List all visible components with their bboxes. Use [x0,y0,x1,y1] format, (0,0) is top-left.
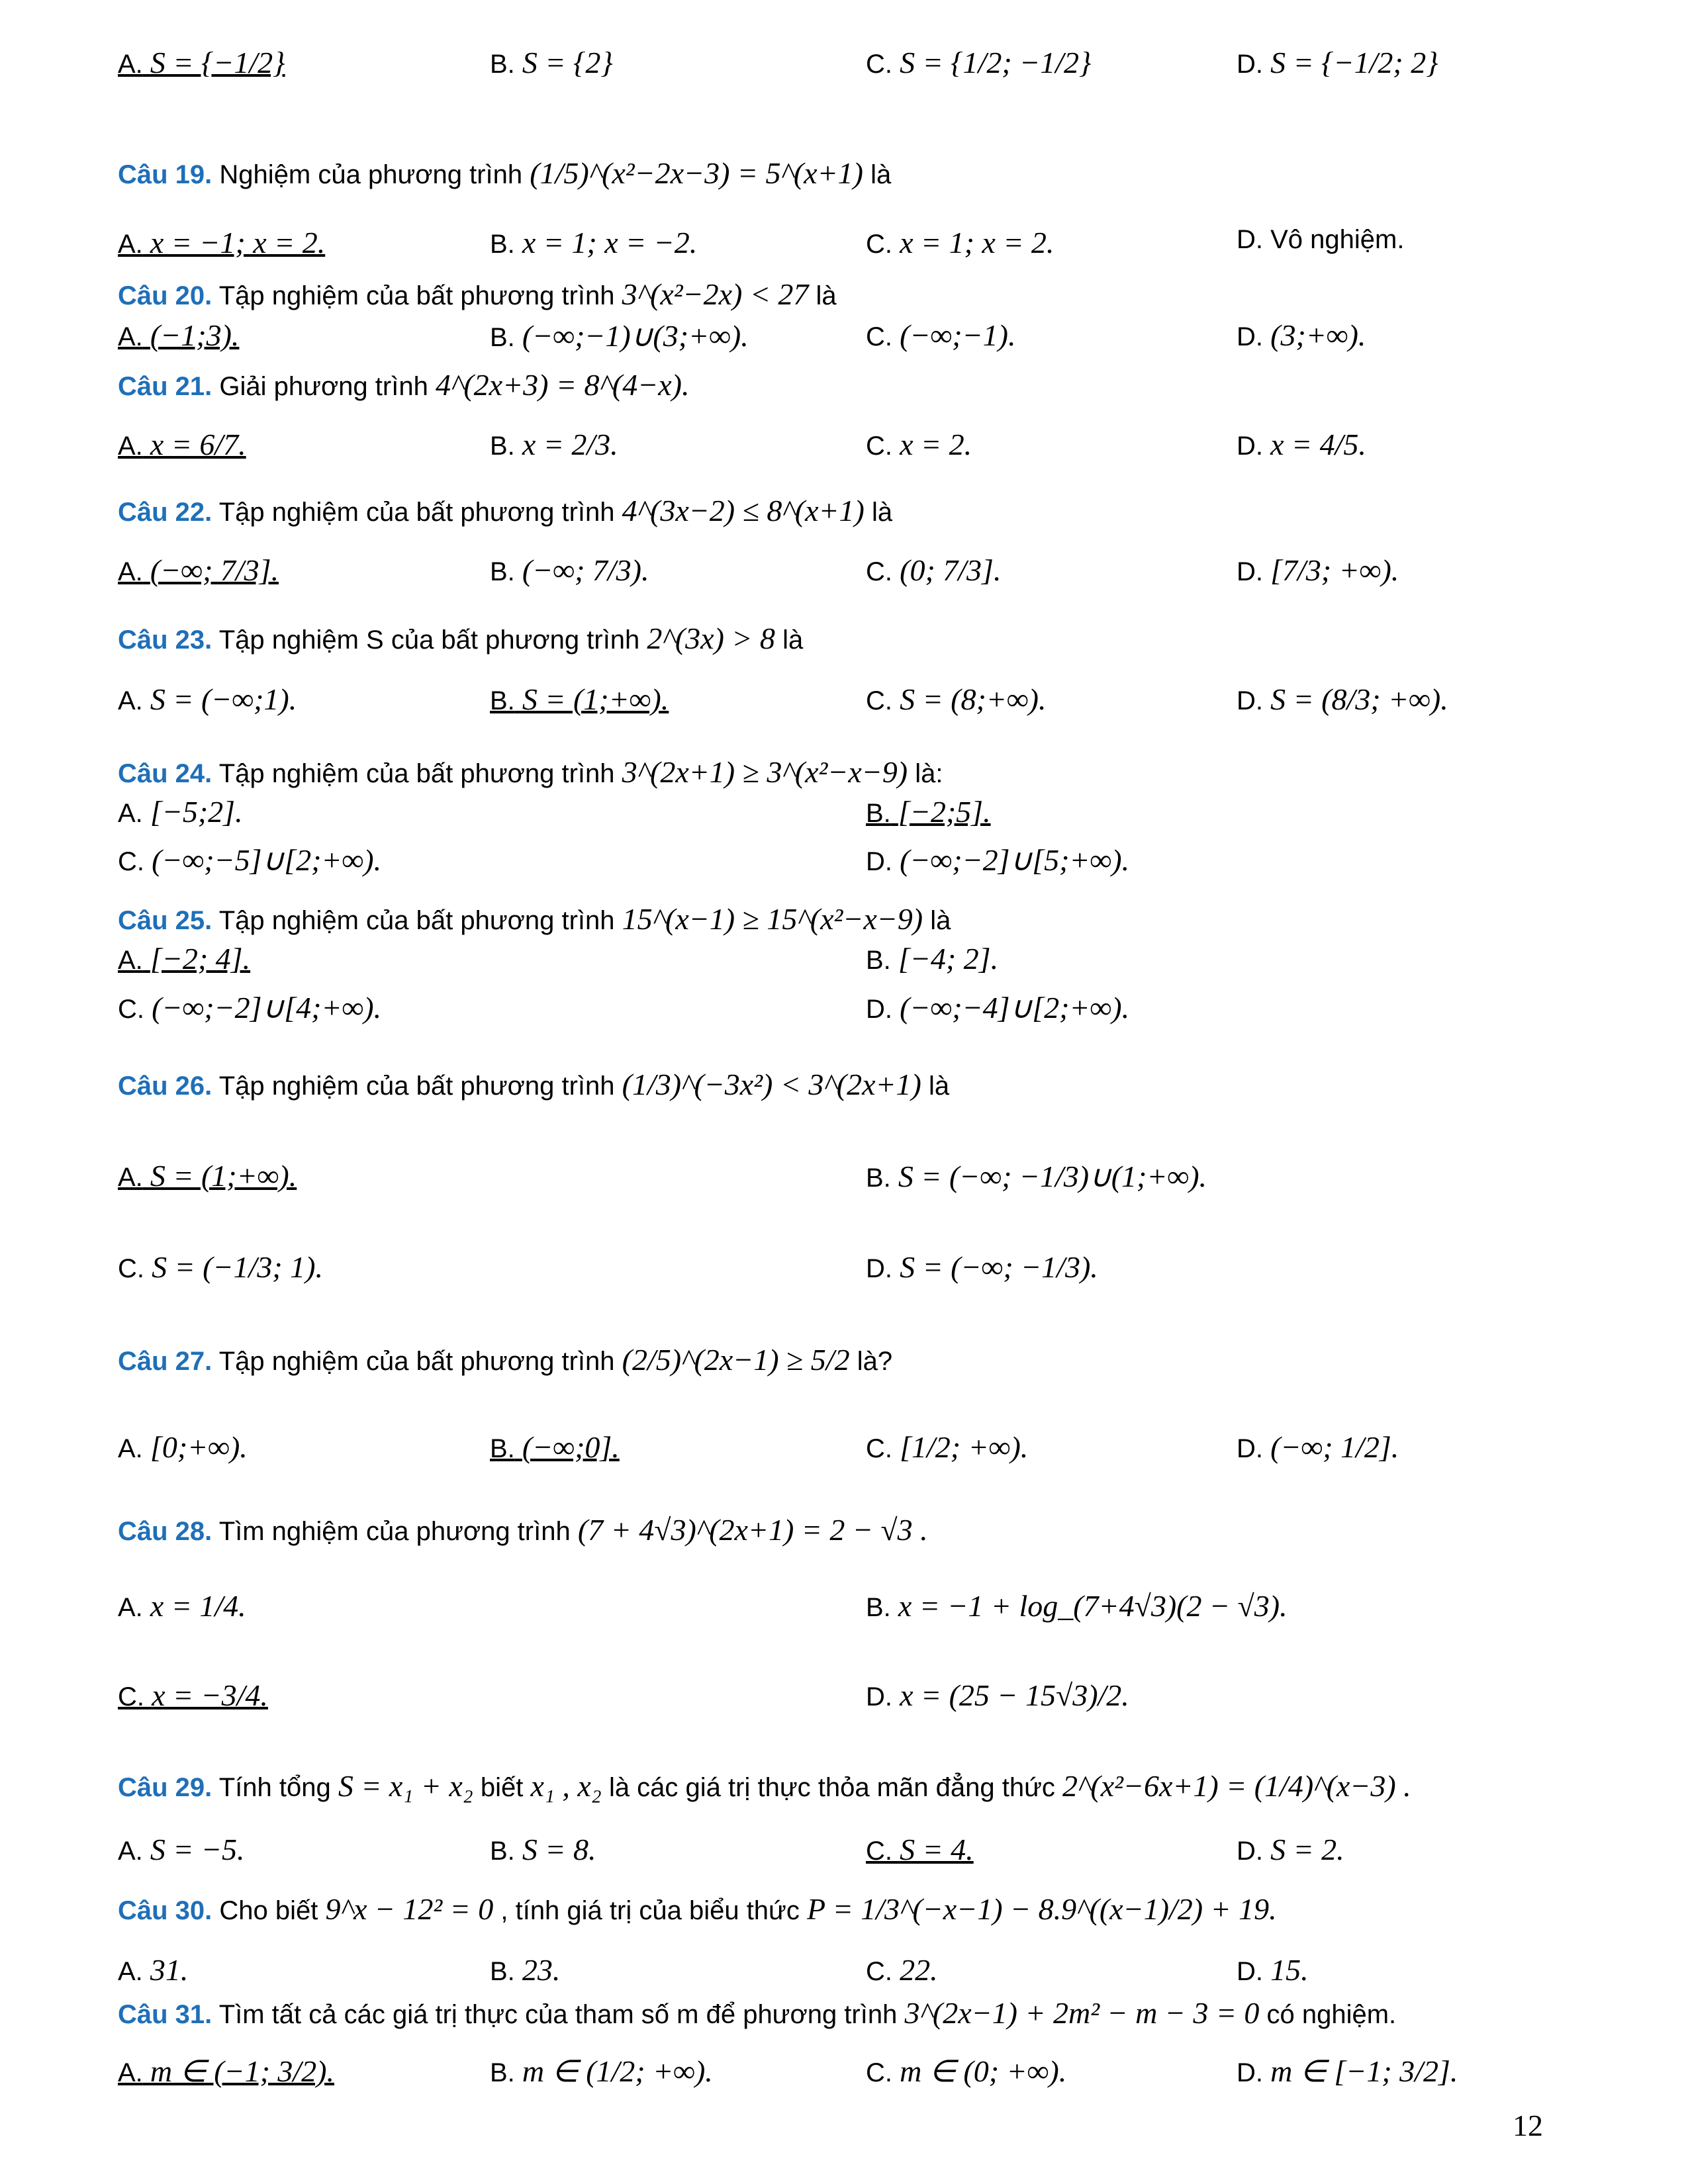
q25-option-b: B. [−4; 2]. [866,942,999,976]
q19-option-b: B. x = 1; x = −2. [490,226,698,259]
q28-option-a: A. x = 1/4. [118,1589,246,1623]
q30-option-d: D. 15. [1237,1953,1309,1987]
q18-option-d: D. S = {−1/2; 2} [1237,46,1438,79]
q30-option-a: A. 31. [118,1953,189,1987]
q24-option-b: B. [−2;5]. [866,795,991,829]
q28-option-d: D. x = (25 − 15√3)/2. [866,1678,1129,1712]
q22-option-d: D. [7/3; +∞). [1237,553,1399,587]
q25-option-d: D. (−∞;−4]∪[2;+∞). [866,991,1130,1024]
q27-option-b: B. (−∞;0]. [490,1430,620,1464]
q26-option-c: C. S = (−1/3; 1). [118,1250,323,1284]
q28-question: Câu 28. Tìm nghiệm của phương trình (7 + 4√3)^(2x+1) = 2 − √3 . [118,1513,928,1547]
q22-option-b: B. (−∞; 7/3). [490,553,649,587]
q23-question: Câu 23. Tập nghiệm S của bất phương trình 2^(3x) > 8 là [118,621,804,655]
q20-option-b: B. (−∞;−1)∪(3;+∞). [490,319,749,353]
q19-option-a: A. x = −1; x = 2. [118,226,326,259]
q26-option-d: D. S = (−∞; −1/3). [866,1250,1098,1284]
q20-option-a: A. (−1;3). [118,318,240,352]
q24-option-a: A. [−5;2]. [118,795,243,829]
q19-expression: (1/5)^(x²−2x−3) = 5^(x+1) [530,156,863,190]
q19-question: Câu 19. Nghiệm của phương trình (1/5)^(x²−2x−3) = 5^(x+1) là [118,156,892,190]
q26-option-b: B. S = (−∞; −1/3)∪(1;+∞). [866,1160,1207,1193]
q31-option-d: D. m ∈ [−1; 3/2]. [1237,2054,1458,2088]
page-number: 12 [1513,2109,1543,2142]
q29-option-b: B. S = 8. [490,1833,596,1866]
q21-option-b: B. x = 2/3. [490,428,618,461]
q21-question: Câu 21. Giải phương trình 4^(2x+3) = 8^(4−x). [118,368,690,402]
q23-option-b: B. S = (1;+∞). [490,682,669,716]
q22-option-a: A. (−∞; 7/3]. [118,553,279,587]
q28-option-b: B. x = −1 + log_(7+4√3)(2 − √3). [866,1589,1288,1623]
q27-question: Câu 27. Tập nghiệm của bất phương trình (2/5)^(2x−1) ≥ 5/2 là? [118,1343,893,1377]
q31-option-b: B. m ∈ (1/2; +∞). [490,2054,713,2088]
q23-option-d: D. S = (8/3; +∞). [1237,682,1448,716]
q25-option-a: A. [−2; 4]. [118,942,251,976]
q27-option-a: A. [0;+∞). [118,1430,248,1464]
q20-option-d: D. (3;+∞). [1237,318,1366,352]
q25-option-c: C. (−∞;−2]∪[4;+∞). [118,991,382,1024]
q18-option-c: C. S = {1/2; −1/2} [866,46,1092,79]
q29-option-d: D. S = 2. [1237,1833,1344,1866]
q22-question: Câu 22. Tập nghiệm của bất phương trình 4^(3x−2) ≤ 8^(x+1) là [118,494,893,527]
q20-option-c: C. (−∞;−1). [866,318,1016,352]
q24-option-d: D. (−∞;−2]∪[5;+∞). [866,843,1130,877]
q21-option-a: A. x = 6/7. [118,428,246,461]
q21-option-c: C. x = 2. [866,428,972,461]
q19-option-d: D. Vô nghiệm. [1237,225,1405,254]
q26-option-a: A. S = (1;+∞). [118,1159,297,1193]
q18-option-b: B. S = {2} [490,46,613,79]
q24-question: Câu 24. Tập nghiệm của bất phương trình 3^(2x+1) ≥ 3^(x²−x−9) là: [118,755,943,789]
q30-option-b: B. 23. [490,1953,561,1987]
q29-question: Câu 29. Tính tổng S = x₁ + x₂ biết x₁ , x₂ là các giá trị thực thỏa mãn đẳng thức 2^(x²−6x+1) = (1/4)^(x−3) . [118,1769,1411,1803]
q26-question: Câu 26. Tập nghiệm của bất phương trình (1/3)^(−3x²) < 3^(2x+1) là [118,1068,950,1101]
q19-option-c: C. x = 1; x = 2. [866,226,1055,259]
q31-question: Câu 31. Tìm tất cả các giá trị thực của tham số m để phương trình 3^(2x−1) + 2m² − m − 3 = 0 có nghiệm. [118,1996,1397,2030]
q18-option-a: A. S = {−1/2} [118,46,285,79]
q23-option-a: A. S = (−∞;1). [118,682,297,716]
q27-option-c: C. [1/2; +∞). [866,1430,1029,1464]
q29-option-c: C. S = 4. [866,1833,974,1866]
q18-option-a-math: S = {−1/2} [150,46,285,79]
q30-option-c: C. 22. [866,1953,938,1987]
q24-option-c: C. (−∞;−5]∪[2;+∞). [118,843,382,877]
q31-option-c: C. m ∈ (0; +∞). [866,2054,1067,2088]
q22-option-c: C. (0; 7/3]. [866,553,1002,587]
q20-question: Câu 20. Tập nghiệm của bất phương trình 3^(x²−2x) < 27 là [118,277,837,311]
q30-question: Câu 30. Cho biết 9^x − 12² = 0 , tính giá trị của biểu thức P = 1/3^(−x−1) − 8.9^((x−1)/2) + 19. [118,1892,1277,1926]
q31-option-a: A. m ∈ (−1; 3/2). [118,2054,334,2088]
q23-option-c: C. S = (8;+∞). [866,682,1047,716]
q25-question: Câu 25. Tập nghiệm của bất phương trình 15^(x−1) ≥ 15^(x²−x−9) là [118,902,951,936]
q27-option-d: D. (−∞; 1/2]. [1237,1430,1399,1464]
q28-option-c: C. x = −3/4. [118,1678,268,1712]
q29-option-a: A. S = −5. [118,1833,245,1866]
q21-option-d: D. x = 4/5. [1237,428,1366,461]
